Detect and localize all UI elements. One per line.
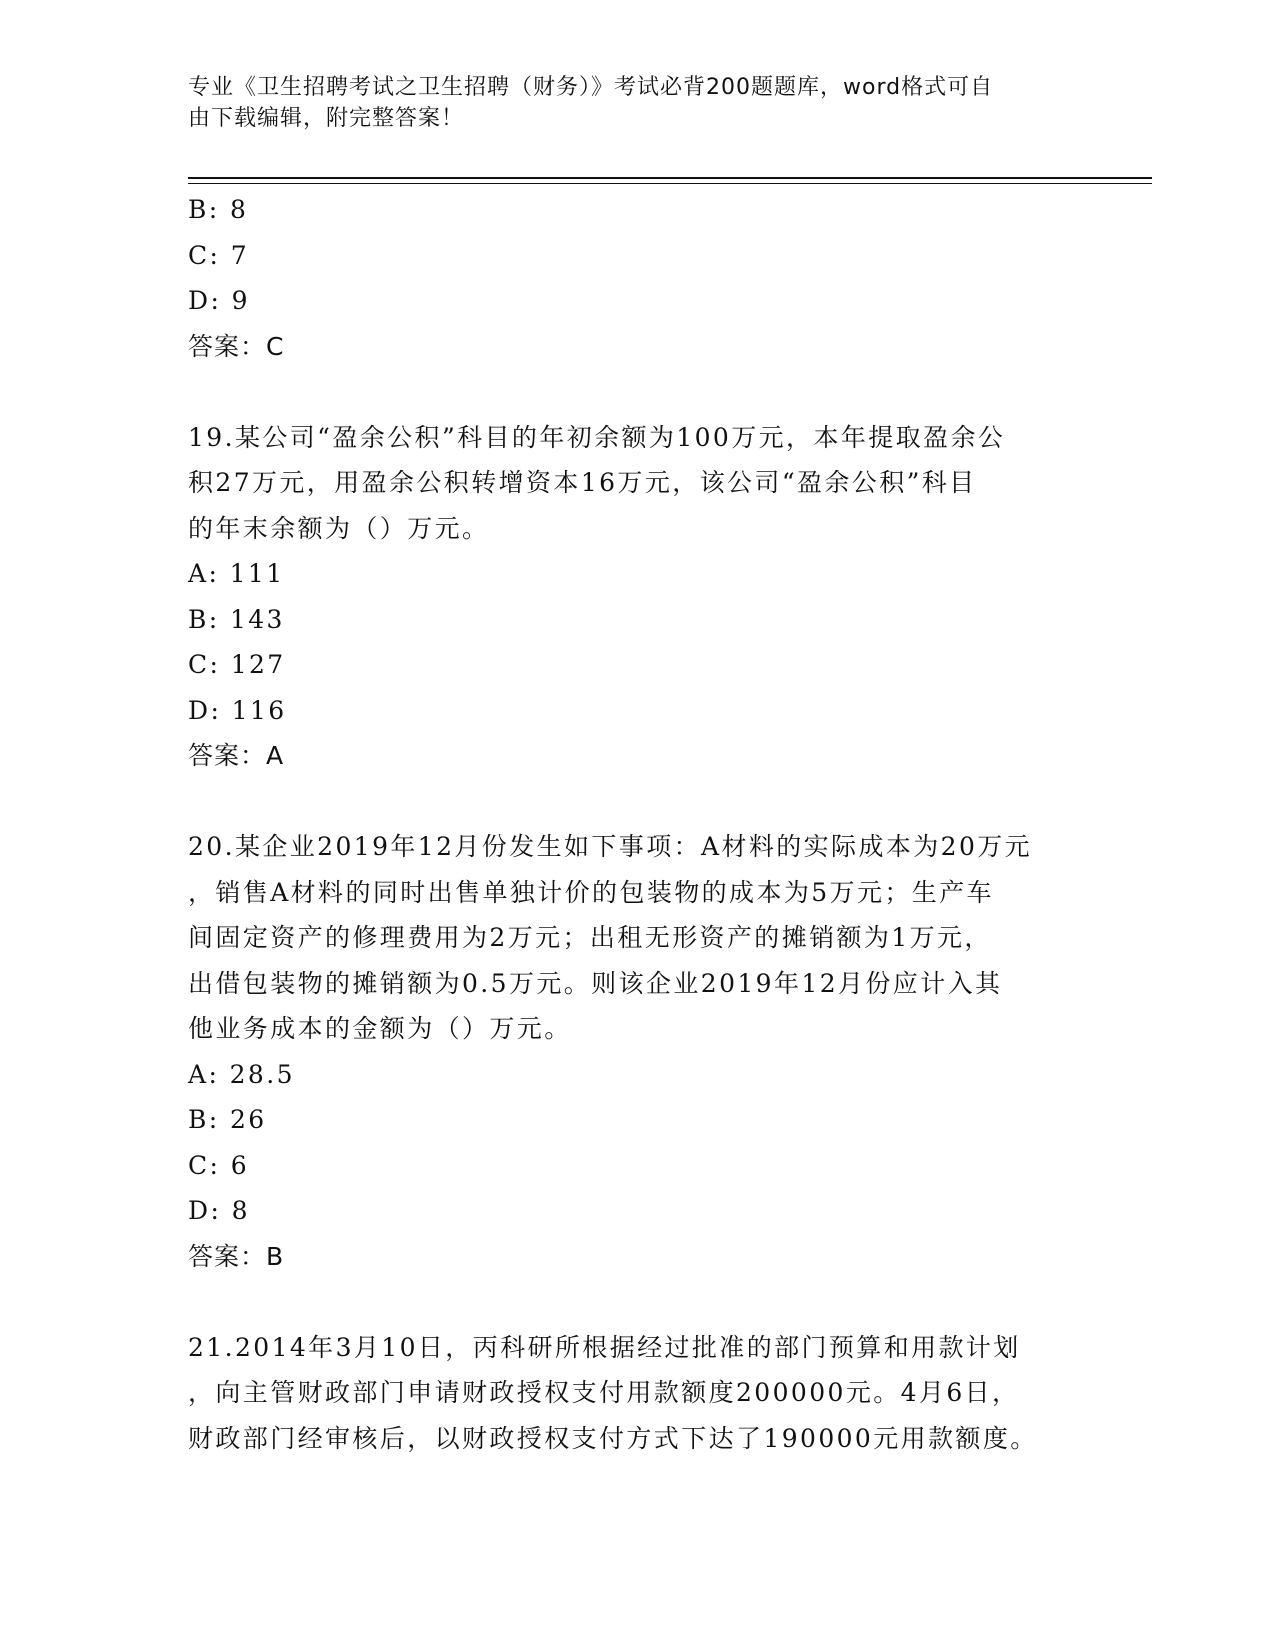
question-19 xyxy=(188,415,1088,779)
question-21 xyxy=(188,1325,1088,1462)
question-stem-line: 财政部门经审核后，以财政授权支付方式下达了190000元用款额度。 xyxy=(188,1423,1038,1453)
answer-line: 答案：B xyxy=(188,1241,285,1271)
question-stem-line: 他业务成本的金额为（）万元。 xyxy=(188,1014,572,1043)
question-stem-line: ，向主管财政部门申请财政授权支付用款额度200000元。4月6日， xyxy=(188,1378,1020,1407)
option-c: C: 6 xyxy=(188,1150,250,1180)
question-stem-line: 出借包装物的摊销额为0.5万元。则该企业2019年12月份应计入其 xyxy=(188,968,1003,998)
question-stem-line: 间固定资产的修理费用为2万元；出租无形资产的摊销额为1万元， xyxy=(188,923,992,952)
option-a: A: 111 xyxy=(188,559,285,588)
spacer xyxy=(188,369,1088,415)
question-18-tail xyxy=(188,187,1088,369)
option-b: B: 143 xyxy=(188,604,285,634)
document-header xyxy=(188,72,1068,134)
question-stem-line: 的年末余额为（）万元。 xyxy=(188,513,490,543)
header-title-line-1: 专业《卫生招聘考试之卫生招聘（财务）》考试必背200题题库，word格式可自 xyxy=(188,75,994,100)
question-stem-line: 21.2014年3月10日，丙科研所根据经过批准的部门预算和用款计划 xyxy=(188,1332,1021,1362)
header-divider-thin xyxy=(188,183,1152,184)
question-list xyxy=(188,187,1088,1461)
spacer xyxy=(188,779,1088,825)
header-title-line-2: 由下载编辑，附完整答案！ xyxy=(188,106,465,131)
option-d: D: 116 xyxy=(188,695,287,725)
question-stem-line: 20.某企业2019年12月份发生如下事项：A材料的实际成本为20万元 xyxy=(188,832,1033,861)
header-divider-thick xyxy=(188,177,1152,179)
spacer xyxy=(188,1279,1088,1325)
question-stem-line: 积27万元，用盈余公积转增资本16万元，该公司“盈余公积”科目 xyxy=(188,468,977,497)
question-20 xyxy=(188,824,1088,1279)
option-d: D: 8 xyxy=(188,1196,250,1225)
answer-line: 答案：C xyxy=(188,331,285,361)
question-stem-line: ，销售A材料的同时出售单独计价的包装物的成本为5万元；生产车 xyxy=(188,877,994,907)
question-stem-line: 19.某公司“盈余公积”科目的年初余额为100万元，本年提取盈余公 xyxy=(188,422,1006,452)
option-a: A: 28.5 xyxy=(188,1059,295,1089)
option-b: B: 26 xyxy=(188,1105,267,1134)
answer-line: 答案：A xyxy=(188,741,285,770)
option-d: D: 9 xyxy=(188,286,250,315)
option-b: B: 8 xyxy=(188,195,249,224)
option-c: C: 127 xyxy=(188,650,286,679)
option-c: C: 7 xyxy=(188,240,250,270)
